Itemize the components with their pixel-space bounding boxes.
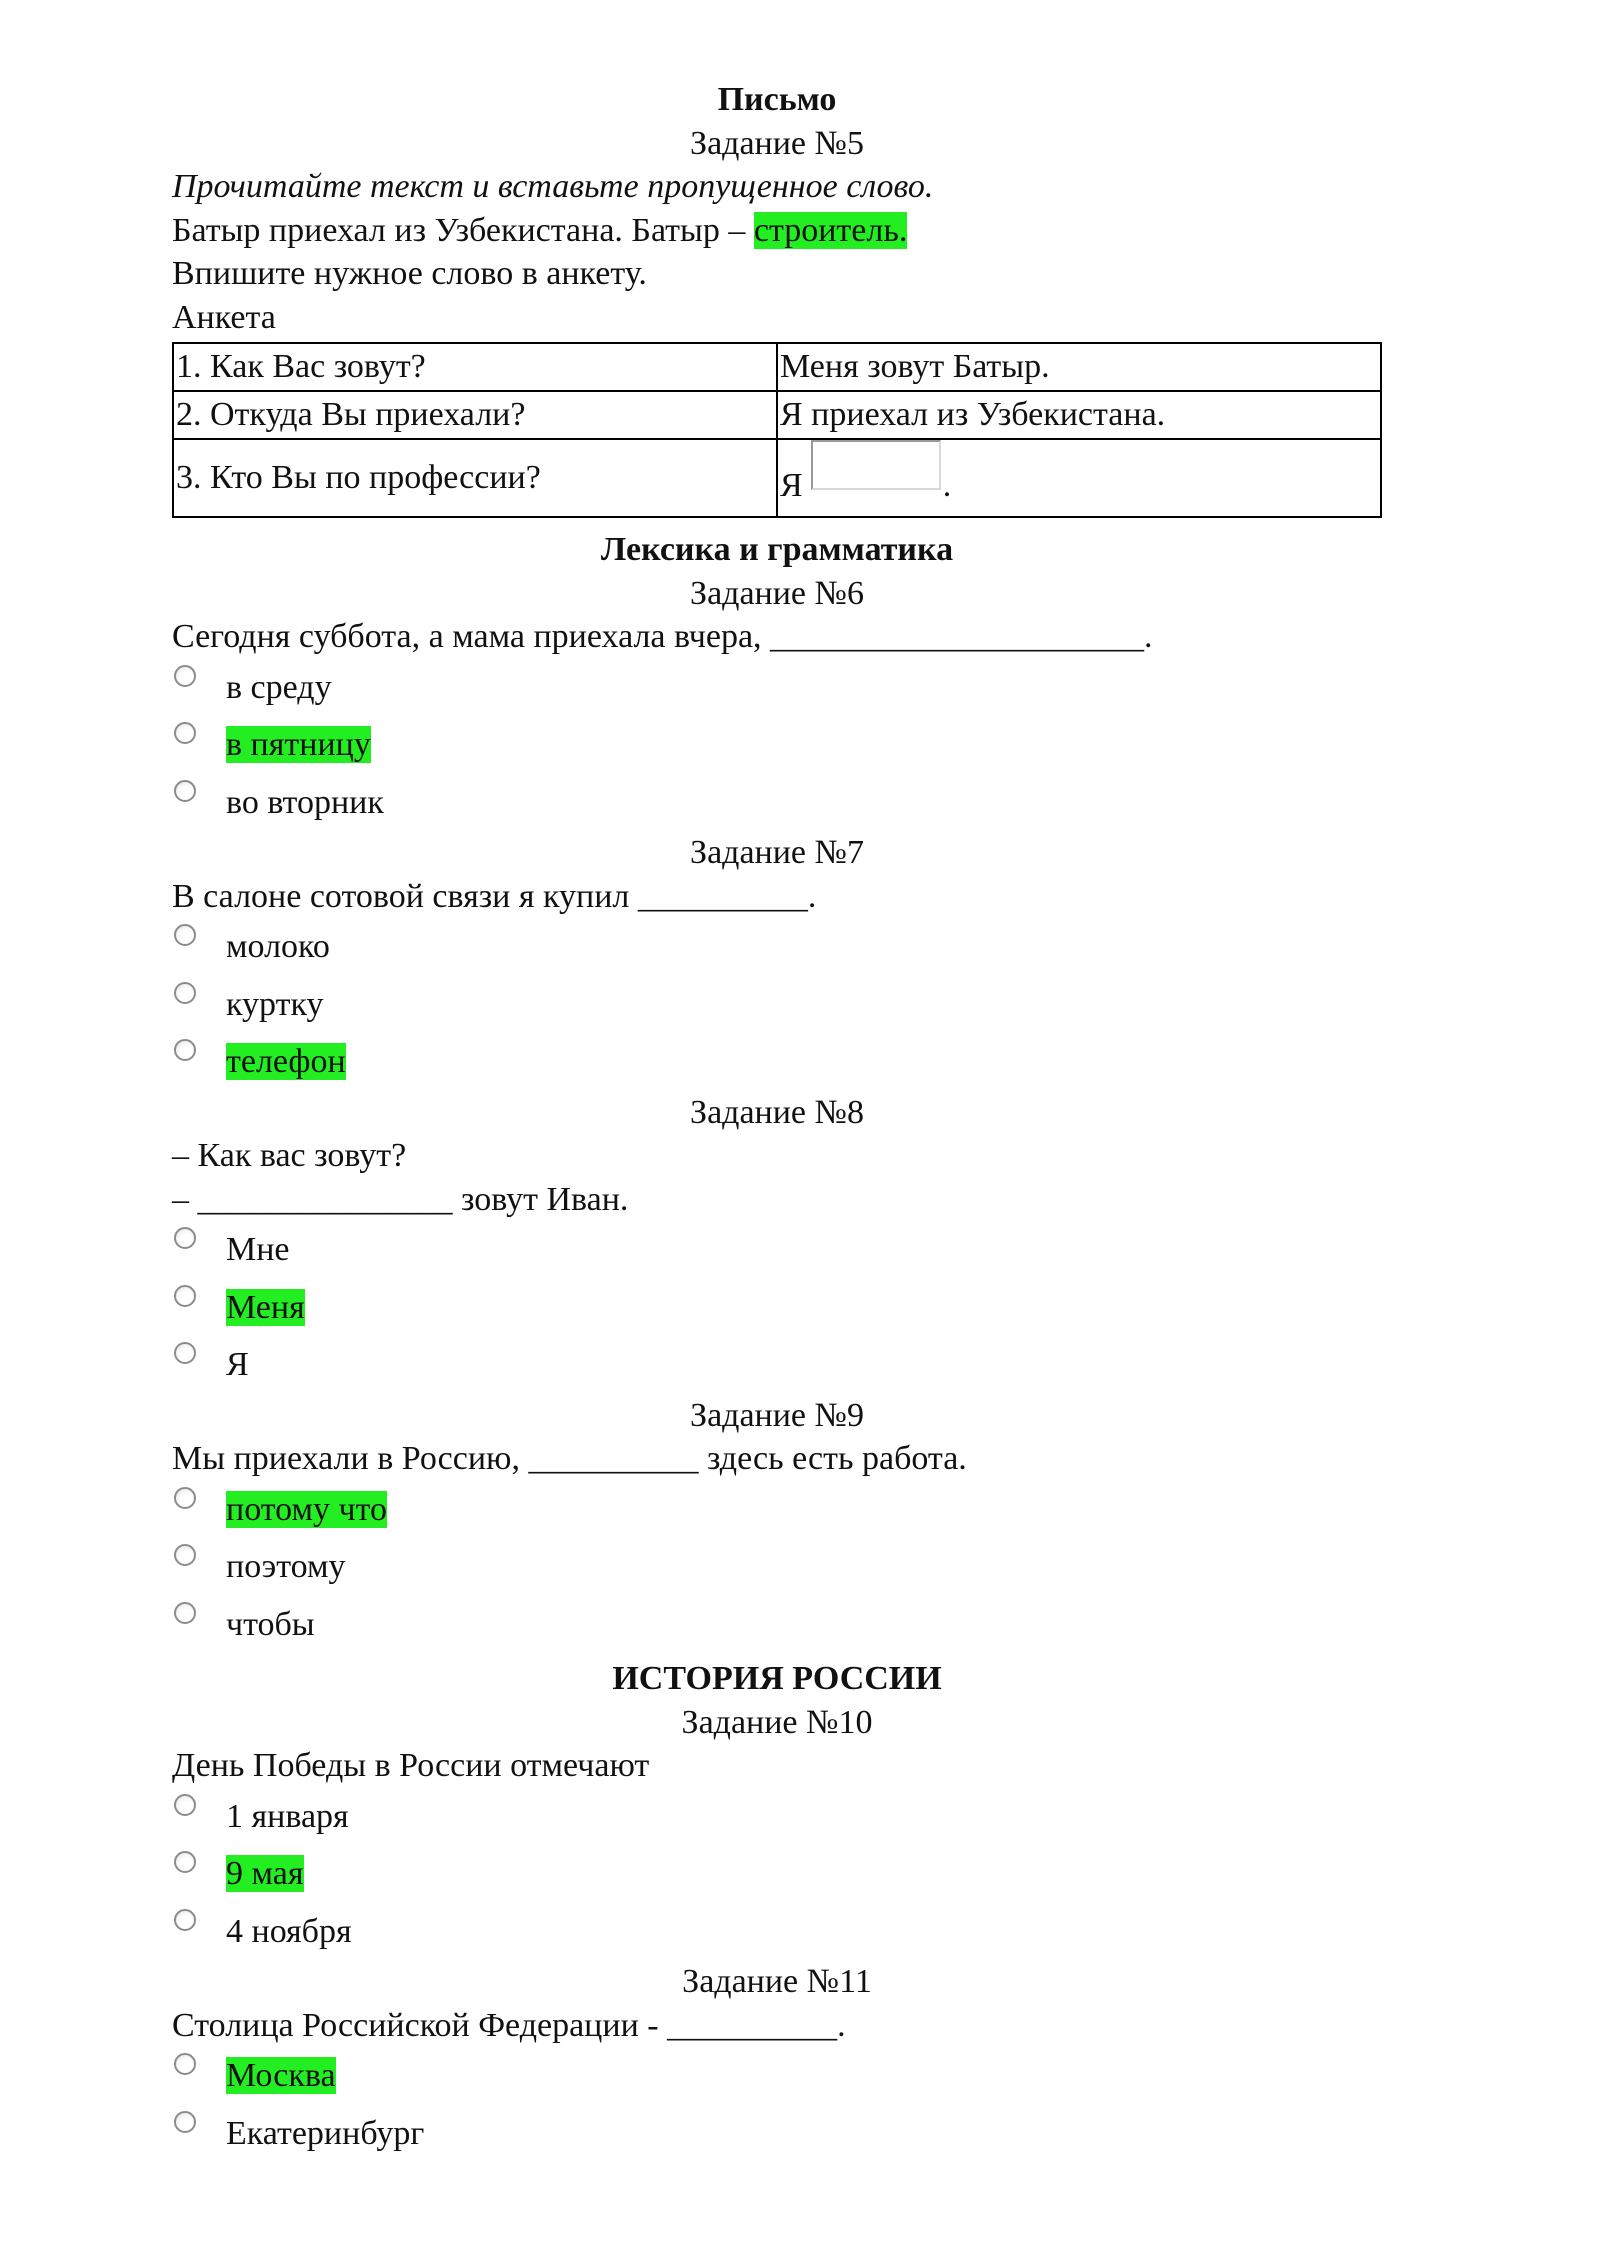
form-table	[172, 342, 1382, 518]
option-label: чтобы	[226, 1605, 315, 1643]
section-title: ИСТОРИЯ РОССИИ	[612, 1660, 942, 1697]
answer-option[interactable]	[172, 1596, 1382, 1654]
task-number: Задание №7	[690, 834, 864, 871]
question-text: – _______________ зовут Иван.	[172, 1180, 629, 1218]
grammar-tasks	[172, 572, 1382, 1654]
form-question: 3. Кто Вы по профессии?	[173, 439, 777, 517]
section-title: Лексика и грамматика	[600, 531, 954, 568]
task-block	[172, 572, 1382, 832]
radio-button-icon[interactable]	[174, 1544, 196, 1566]
task-block	[172, 1394, 1382, 1654]
radio-button-icon[interactable]	[174, 722, 196, 744]
task-block	[172, 1091, 1382, 1394]
question-text: – Как вас зовут?	[172, 1137, 407, 1174]
answer-option[interactable]	[172, 1481, 1382, 1539]
answer-option[interactable]	[172, 1221, 1382, 1279]
answer-option[interactable]	[172, 2105, 1382, 2163]
form-question: 2. Откуда Вы приехали?	[173, 391, 777, 439]
correct-option-label: Меня	[226, 1288, 305, 1326]
radio-button-icon[interactable]	[174, 1602, 196, 1624]
correct-option-label: в пятницу	[226, 726, 371, 763]
task-number: Задание №9	[690, 1396, 864, 1434]
form-row	[173, 439, 1381, 517]
task-number: Задание №10	[681, 1703, 873, 1741]
radio-button-icon[interactable]	[174, 1909, 196, 1931]
task-prompt: Впишите нужное слово в анкету.	[172, 255, 647, 292]
highlighted-answer: строитель.	[753, 211, 908, 249]
answer-option[interactable]	[172, 1279, 1382, 1337]
option-label: 1 января	[226, 1797, 349, 1835]
radio-button-icon[interactable]	[174, 1342, 196, 1364]
answer-option[interactable]	[172, 1538, 1382, 1596]
radio-button-icon[interactable]	[174, 1487, 196, 1509]
radio-button-icon[interactable]	[174, 665, 196, 687]
radio-button-icon[interactable]	[174, 780, 196, 802]
radio-button-icon[interactable]	[174, 1039, 196, 1061]
answer-prefix: Я	[780, 467, 803, 504]
answer-option[interactable]	[172, 918, 1382, 976]
radio-button-icon[interactable]	[174, 982, 196, 1004]
form-row	[173, 343, 1381, 391]
task-instruction: Прочитайте текст и вставьте пропущенное слово.	[172, 168, 934, 205]
form-answer	[777, 439, 1381, 517]
answer-option[interactable]	[172, 2047, 1382, 2105]
history-tasks	[172, 1701, 1382, 2163]
radio-button-icon[interactable]	[174, 924, 196, 946]
option-label: поэтому	[226, 1548, 346, 1585]
option-label: во вторник	[226, 783, 384, 821]
radio-button-icon[interactable]	[174, 1794, 196, 1816]
option-label: Я	[226, 1346, 249, 1383]
form-answer: Я приехал из Узбекистана.	[777, 391, 1381, 439]
form-title: Анкета	[172, 298, 276, 336]
form-row	[173, 391, 1381, 439]
section-writing	[172, 78, 1382, 518]
section-grammar	[172, 528, 1382, 1653]
correct-option-label: потому что	[226, 1490, 388, 1528]
task-number: Задание №6	[690, 574, 864, 612]
answer-option[interactable]	[172, 659, 1382, 717]
task-text	[172, 209, 1382, 253]
question-text: В салоне сотовой связи я купил __________.	[172, 877, 817, 915]
question-text: Столица Российской Федерации - __________.	[172, 2006, 846, 2044]
answer-suffix: .	[942, 467, 952, 504]
radio-button-icon[interactable]	[174, 2111, 196, 2133]
answer-option[interactable]	[172, 1033, 1382, 1091]
question-text: День Победы в России отмечают	[172, 1747, 650, 1784]
correct-option-label: телефон	[226, 1043, 346, 1080]
profession-input[interactable]	[811, 440, 941, 490]
section-title: Письмо	[717, 81, 837, 118]
question-text: Мы приехали в Россию, __________ здесь есть работа.	[172, 1440, 967, 1477]
option-label: 4 ноября	[226, 1912, 352, 1950]
answer-option[interactable]	[172, 1336, 1382, 1394]
answer-option[interactable]	[172, 1903, 1382, 1961]
task-number: Задание №11	[682, 1963, 872, 2000]
radio-button-icon[interactable]	[174, 2053, 196, 2075]
question-text: Сегодня суббота, а мама приехала вчера, ______________________.	[172, 618, 1153, 655]
option-label: куртку	[226, 985, 324, 1023]
radio-button-icon[interactable]	[174, 1285, 196, 1307]
option-label: Мне	[226, 1231, 290, 1268]
task-block	[172, 1960, 1382, 2162]
answer-option[interactable]	[172, 976, 1382, 1034]
task-block	[172, 1701, 1382, 1961]
task-text-start: Батыр приехал из Узбекистана. Батыр –	[172, 211, 754, 249]
radio-button-icon[interactable]	[174, 1851, 196, 1873]
option-label: в среду	[226, 668, 332, 706]
worksheet-page	[172, 78, 1382, 2162]
task-number: Задание №5	[690, 124, 864, 162]
correct-option-label: Москва	[226, 2057, 336, 2094]
section-history	[172, 1657, 1382, 2162]
correct-option-label: 9 мая	[226, 1855, 304, 1892]
answer-option[interactable]	[172, 1845, 1382, 1903]
form-question: 1. Как Вас зовут?	[173, 343, 777, 391]
answer-option[interactable]	[172, 716, 1382, 774]
radio-button-icon[interactable]	[174, 1227, 196, 1249]
task-number: Задание №8	[690, 1093, 864, 1131]
option-label: молоко	[226, 928, 330, 965]
answer-option[interactable]	[172, 774, 1382, 832]
answer-option[interactable]	[172, 1788, 1382, 1846]
form-answer: Меня зовут Батыр.	[777, 343, 1381, 391]
task-block	[172, 831, 1382, 1091]
option-label: Екатеринбург	[226, 2114, 425, 2152]
